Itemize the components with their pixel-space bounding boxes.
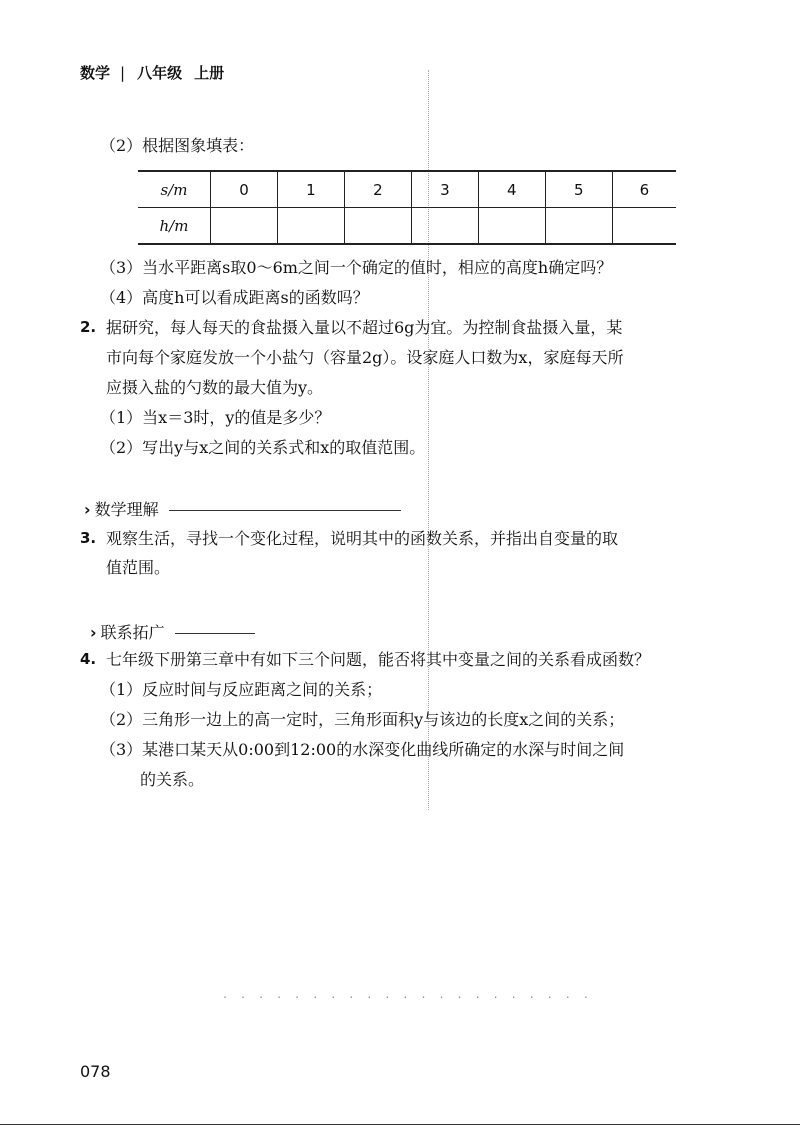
table-cell-h-5[interactable] bbox=[545, 208, 612, 245]
q2-line3: 应摄入盐的勺数的最大值为y。 bbox=[106, 378, 324, 397]
table-cell-h-6[interactable] bbox=[612, 208, 676, 245]
footer-rule bbox=[0, 1124, 800, 1125]
table-cell-h-1[interactable] bbox=[277, 208, 344, 245]
q3-line2: 值范围。 bbox=[106, 558, 171, 577]
scan-artifact-dots: . . . . . . . . . . . . . . . . . . . . . bbox=[222, 990, 592, 1001]
table-cell-h-3[interactable] bbox=[411, 208, 478, 245]
q1-part3: （3）当水平距离s取0～6m之间一个确定的值时，相应的高度h确定吗？ bbox=[100, 258, 613, 277]
table-cell-h-2[interactable] bbox=[344, 208, 411, 245]
q4-part2: （2）三角形一边上的高一定时，三角形面积y与该边的长度x之间的关系； bbox=[100, 710, 625, 729]
q2-part2: （2）写出y与x之间的关系式和x的取值范围。 bbox=[100, 438, 426, 457]
q4-part3-continued: 的关系。 bbox=[140, 770, 205, 789]
page-number: 078 bbox=[80, 1062, 111, 1081]
table-cell-s-0: 0 bbox=[211, 171, 278, 208]
q2-number: 2. bbox=[80, 318, 97, 336]
table-label-s: s/m bbox=[138, 171, 211, 208]
table-cell-s-3: 3 bbox=[411, 171, 478, 208]
fill-in-table bbox=[138, 170, 676, 245]
header-separator: | bbox=[120, 64, 126, 82]
section-rule bbox=[169, 510, 401, 511]
table-cell-s-4: 4 bbox=[478, 171, 545, 208]
table-label-h: h/m bbox=[138, 208, 211, 245]
table-cell-h-0[interactable] bbox=[211, 208, 278, 245]
section-rule bbox=[175, 633, 255, 634]
section-title-understanding: 数学理解 bbox=[94, 500, 159, 519]
q3-number: 3. bbox=[80, 529, 97, 547]
table-cell-s-1: 1 bbox=[277, 171, 344, 208]
section-title-extension: 联系拓广 bbox=[100, 623, 165, 642]
section-heading-extension bbox=[90, 620, 255, 643]
q4-part1: （1）反应时间与反应距离之间的关系； bbox=[100, 680, 383, 699]
section-heading-understanding bbox=[84, 497, 401, 520]
page-header bbox=[80, 62, 224, 83]
table-cell-s-6: 6 bbox=[612, 171, 676, 208]
q4-part3: （3）某港口某天从0:00到12:00的水深变化曲线所确定的水深与时间之间 bbox=[100, 740, 625, 759]
table-row-h bbox=[138, 208, 676, 245]
table-cell-s-2: 2 bbox=[344, 171, 411, 208]
q2-line2: 市向每个家庭发放一个小盐勺（容量2g）。设家庭人口数为x，家庭每天所 bbox=[106, 348, 624, 367]
header-subject: 数学 bbox=[80, 64, 111, 82]
q3-line1: 观察生活，寻找一个变化过程，说明其中的函数关系，并指出自变量的取 bbox=[106, 529, 619, 548]
q1-part4: （4）高度h可以看成距离s的函数吗？ bbox=[100, 288, 369, 307]
section-arrow-icon: › bbox=[84, 500, 91, 519]
q4-number: 4. bbox=[80, 650, 97, 668]
table-cell-s-5: 5 bbox=[545, 171, 612, 208]
header-volume: 上册 bbox=[194, 64, 225, 82]
table-cell-h-4[interactable] bbox=[478, 208, 545, 245]
q2-part1: （1）当x＝3时，y的值是多少？ bbox=[100, 408, 331, 427]
header-grade: 八年级 bbox=[137, 64, 183, 82]
table-row-s bbox=[138, 171, 676, 208]
q1-part2: （2）根据图象填表： bbox=[100, 136, 255, 155]
q4-line1: 七年级下册第三章中有如下三个问题，能否将其中变量之间的关系看成函数？ bbox=[106, 650, 651, 669]
q2-line1: 据研究，每人每天的食盐摄入量以不超过6g为宜。为控制食盐摄入量，某 bbox=[106, 318, 623, 337]
section-arrow-icon: › bbox=[90, 623, 97, 642]
